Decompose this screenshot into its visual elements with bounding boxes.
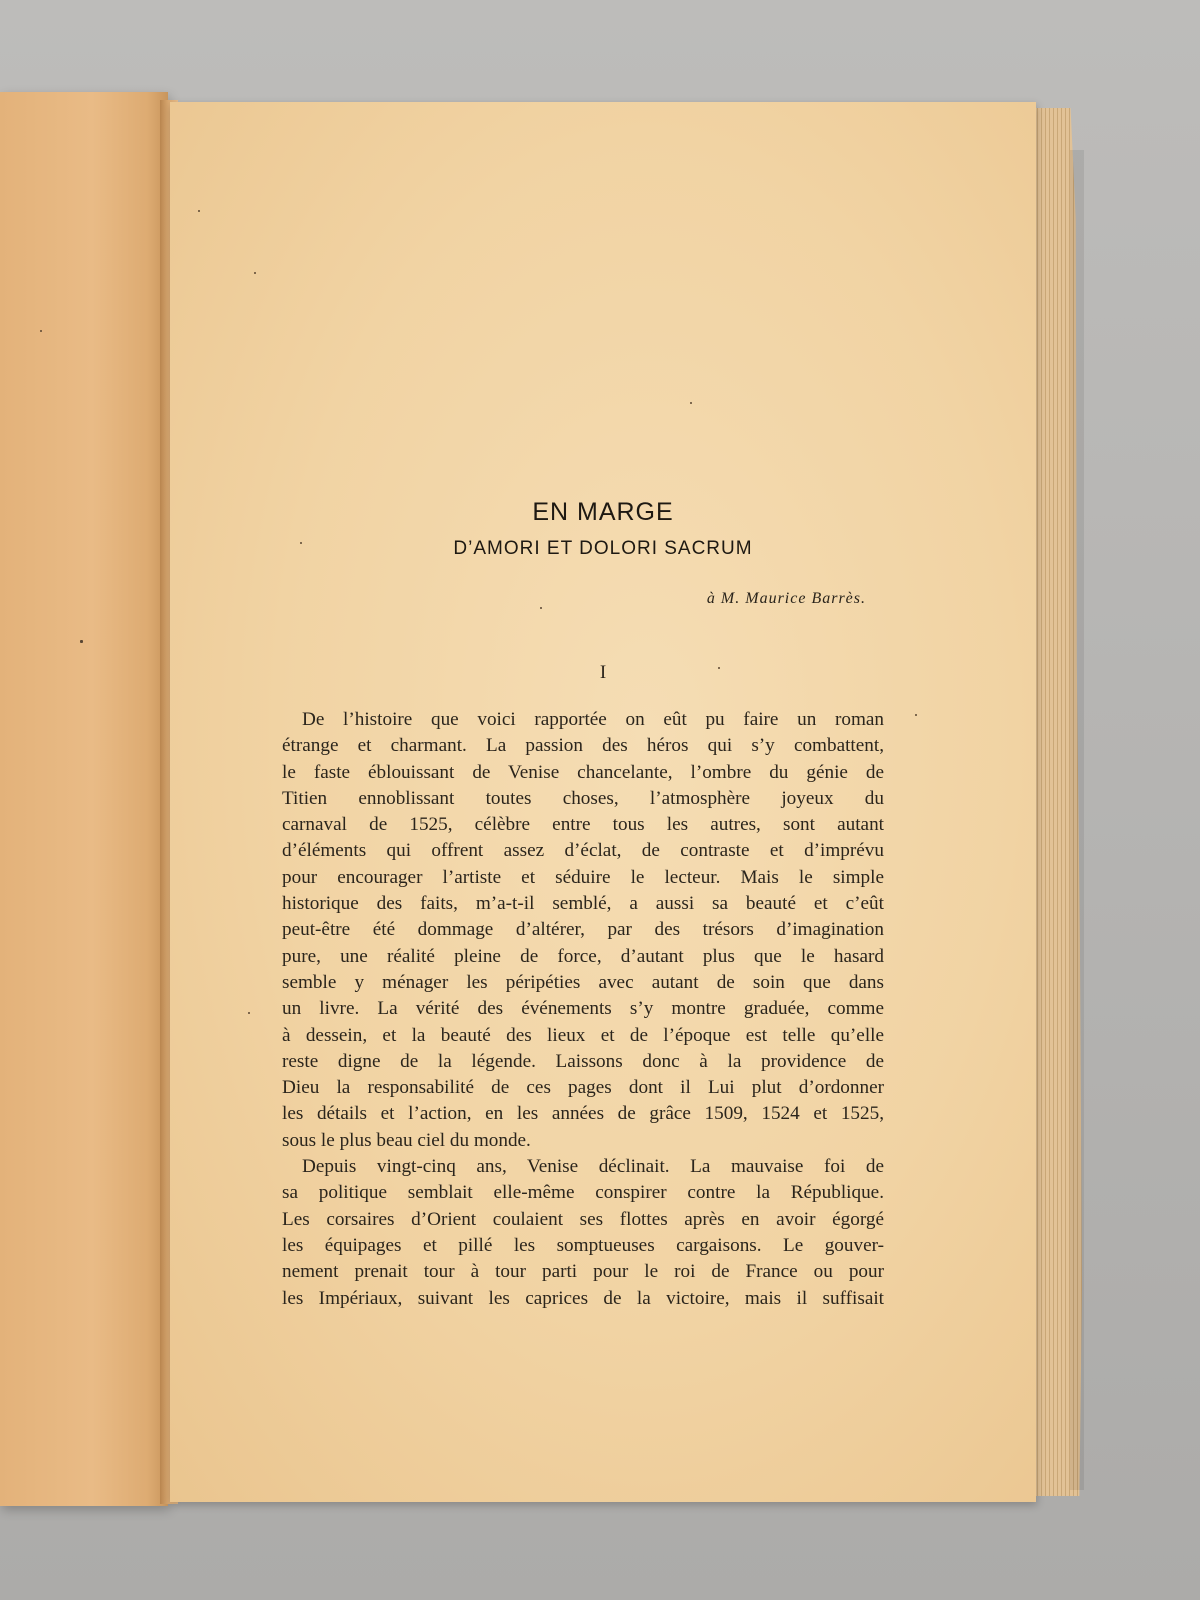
page-edge-shadow — [1070, 150, 1084, 1490]
text-line: le faste éblouissant de Venise chancelante, l’ombre du génie de — [282, 761, 884, 783]
paper-speck — [40, 330, 42, 332]
text-line: historique des faits, m’a-t-il semblé, a aussi sa beauté et c’eût — [282, 893, 884, 915]
text-line: Depuis vingt-cinq ans, Venise déclinait. La mauvaise foi de — [302, 1156, 884, 1178]
left-facing-page — [0, 92, 168, 1506]
dedication: à M. Maurice Barrès. — [706, 590, 866, 607]
section-number: I — [599, 662, 607, 683]
text-line: à dessein, et la beauté des lieux et de l’époque est telle qu’elle — [282, 1024, 884, 1046]
text-line: peut-être été dommage d’altérer, par des trésors d’imagination — [282, 919, 884, 941]
paper-speck — [300, 542, 302, 544]
text-line: d’éléments qui offrent assez d’éclat, de contraste et d’imprévu — [282, 840, 884, 862]
text-line: pure, une réalité pleine de force, d’autant plus que le hasard — [282, 945, 884, 967]
right-page — [170, 102, 1036, 1502]
text-line: nement prenait tour à tour parti pour le roi de France ou pour — [282, 1261, 884, 1283]
paper-speck — [690, 402, 692, 404]
text-line: Dieu la responsabilité de ces pages dont il Lui plut d’ordonner — [282, 1077, 884, 1099]
chapter-title: EN MARGE — [532, 498, 674, 526]
paper-speck — [540, 607, 542, 609]
text-line: Titien ennoblissant toutes choses, l’atmosphère joyeux du — [282, 787, 884, 809]
paper-speck — [248, 1012, 250, 1014]
text-line: les Impériaux, suivant les caprices de la victoire, mais il suffisait — [282, 1287, 884, 1309]
text-line: les équipages et pillé les somptueuses cargaisons. Le gouver- — [282, 1234, 884, 1256]
text-line: les détails et l’action, en les années de grâce 1509, 1524 et 1525, — [282, 1103, 884, 1125]
text-line: semble y ménager les péripéties avec autant de soin que dans — [282, 971, 884, 993]
text-line: carnaval de 1525, célèbre entre tous les autres, sont autant — [282, 814, 884, 836]
paper-speck — [198, 210, 200, 212]
text-line: Les corsaires d’Orient coulaient ses flottes après en avoir égorgé — [282, 1208, 884, 1230]
chapter-subtitle: D’AMORI ET DOLORI SACRUM — [453, 538, 753, 559]
text-line: reste digne de la légende. Laissons donc à la providence de — [282, 1050, 884, 1072]
text-line: un livre. La vérité des événements s’y montre graduée, comme — [282, 998, 884, 1020]
paper-speck — [915, 714, 917, 716]
text-line: pour encourager l’artiste et séduire le lecteur. Mais le simple — [282, 866, 884, 888]
paper-speck — [718, 667, 720, 669]
text-line: De l’histoire que voici rapportée on eût pu faire un roman — [302, 709, 884, 730]
text-line: sa politique semblait elle-même conspirer contre la République. — [282, 1182, 884, 1204]
paper-speck — [80, 640, 83, 643]
body-text — [282, 707, 884, 1312]
paper-speck — [254, 272, 256, 274]
text-line: étrange et charmant. La passion des héros qui s’y combattent, — [282, 735, 884, 757]
text-line: sous le plus beau ciel du monde. — [282, 1129, 531, 1151]
